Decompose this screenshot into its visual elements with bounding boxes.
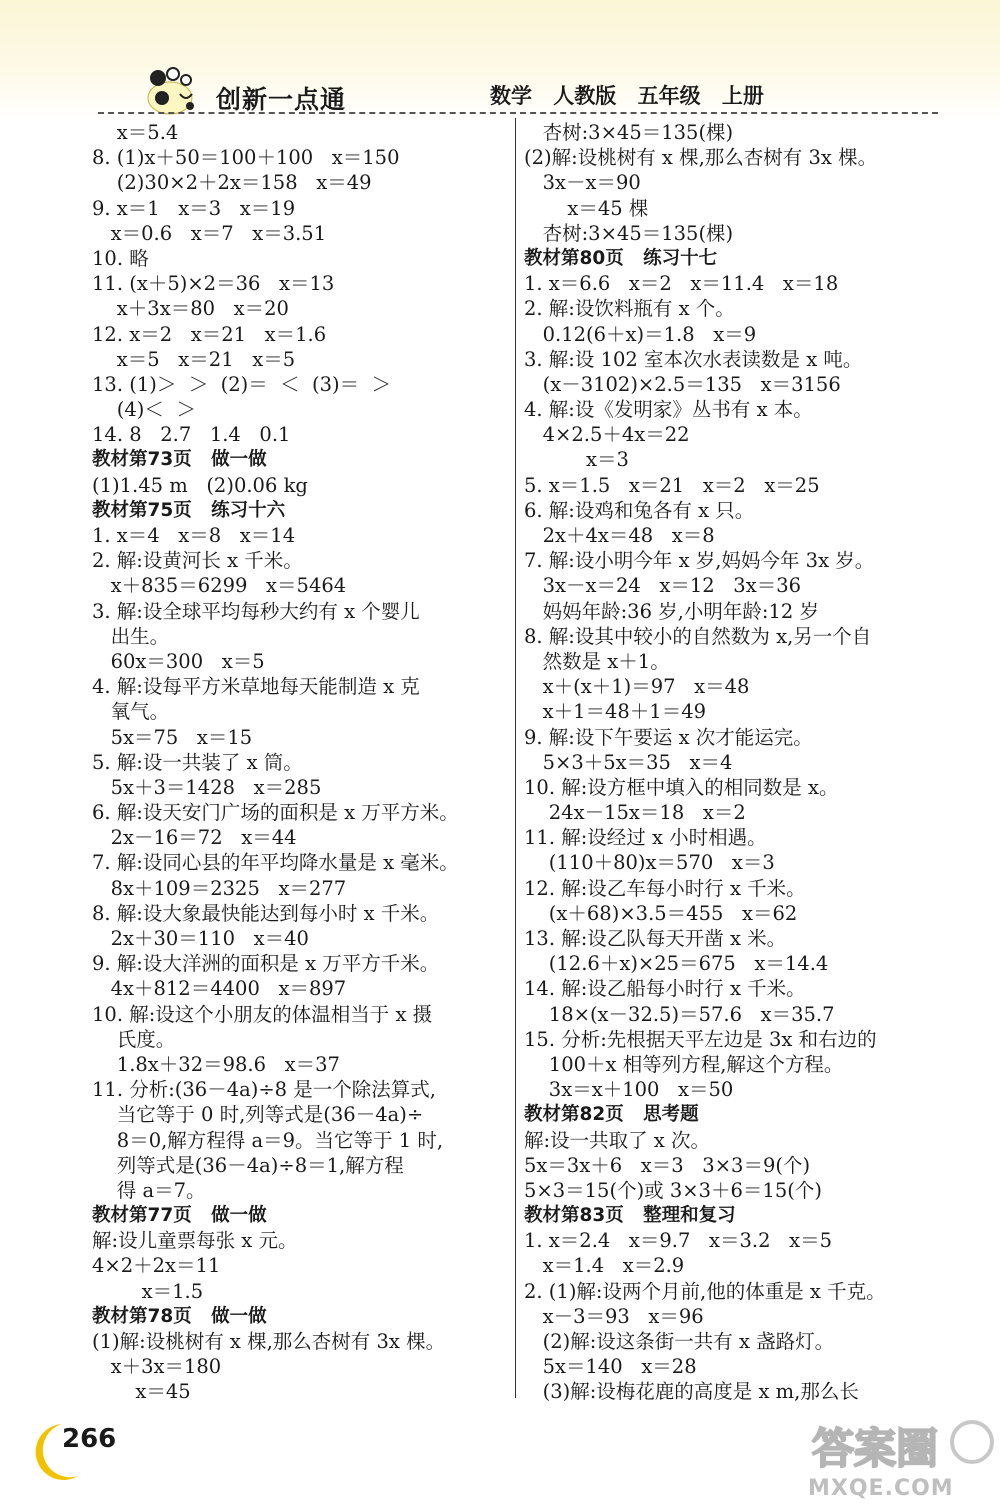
answer-line: 列等式是(36－4a)÷8＝1,解方程: [92, 1153, 404, 1177]
answer-line: 3x－x＝90: [524, 171, 641, 195]
answer-line: 5. 解:设一共装了 x 筒。: [92, 750, 303, 774]
answer-line: (x＋68)×3.5＝455 x＝62: [524, 901, 798, 925]
answer-line: (2)解:设桃树有 x 棵,那么杏树有 3x 棵。: [524, 146, 878, 170]
left-column: [92, 120, 510, 1405]
answer-line: x＋3x＝180: [92, 1355, 222, 1379]
answer-line: 4×2.5＋4x＝22: [524, 423, 690, 447]
answer-line: (12.6＋x)×25＝675 x＝14.4: [524, 952, 829, 976]
answer-line: 24x－15x＝18 x＝2: [524, 801, 746, 825]
answer-line: 杏树:3×45＝135(棵): [524, 121, 734, 144]
answer-line: x＝0.6 x＝7 x＝3.51: [92, 221, 327, 245]
answer-line: 7. 解:设小明今年 x 岁,妈妈今年 3x 岁。: [524, 549, 875, 573]
answer-line: 出生。: [92, 624, 170, 648]
answer-line: 5x＝3x＋6 x＝3 3×3＝9(个): [524, 1153, 811, 1177]
answer-line: 妈妈年龄:36 岁,小明年龄:12 岁: [524, 599, 819, 623]
answer-line: 8. 解:设大象最快能达到每小时 x 千米。: [92, 901, 440, 925]
answer-line: 9. 解:设下午要运 x 次才能运完。: [524, 725, 813, 749]
answer-line: 10. 略: [92, 246, 149, 270]
answer-line: 解:设儿童票每张 x 元。: [92, 1229, 298, 1253]
answer-line: 12. 解:设乙车每小时行 x 千米。: [524, 876, 806, 900]
answer-line: 5×3＋5x＝35 x＝4: [524, 750, 733, 774]
answer-line: 10. 解:设这个小朋友的体温相当于 x 摄: [92, 1002, 433, 1026]
answer-line: 氧气。: [92, 700, 170, 724]
answer-line: x＝45 棵: [524, 196, 649, 220]
section-heading: 教材第75页 练习十六: [92, 499, 286, 521]
answer-line: 15. 分析:先根据天平左边是 3x 和右边的: [524, 1027, 877, 1051]
answer-line: 3. 解:设全球平均每秒大约有 x 个婴儿: [92, 599, 420, 623]
answer-line: 9. x＝1 x＝3 x＝19: [92, 196, 296, 220]
book-title: 创新一点通: [216, 85, 347, 114]
answer-line: (3)解:设梅花鹿的高度是 x m,那么长: [524, 1380, 859, 1404]
answer-line: 10. 解:设方框中填入的相同数是 x。: [524, 775, 839, 799]
answer-line: 5x＝140 x＝28: [524, 1355, 697, 1379]
answer-line: (110＋80)x＝570 x＝3: [524, 851, 775, 875]
section-heading: 教材第73页 做一做: [92, 449, 267, 471]
answer-line: 11. (x＋5)×2＝36 x＝13: [92, 272, 335, 296]
answer-line: 4x＋812＝4400 x＝897: [92, 977, 347, 1001]
answer-line: 8x＋109＝2325 x＝277: [92, 876, 347, 900]
answer-line: x＝5.4: [92, 121, 179, 144]
answer-line: 1. x＝2.4 x＝9.7 x＝3.2 x＝5: [524, 1229, 833, 1253]
page-number: 266: [62, 1424, 117, 1454]
book-subject-edition: 数学 人教版 五年级 上册: [490, 84, 764, 108]
answer-line: 4. 解:设每平方米草地每天能制造 x 克: [92, 675, 420, 699]
answer-line: 8. 解:设其中较小的自然数为 x,另一个自: [524, 624, 872, 648]
answer-line: 11. 分析:(36－4a)÷8 是一个除法算式,: [92, 1078, 436, 1102]
answer-line: 12. x＝2 x＝21 x＝1.6: [92, 322, 327, 346]
header-divider: [98, 112, 938, 114]
answer-line: x－3＝93 x＝96: [524, 1304, 704, 1328]
answer-line: (2)解:设这条街一共有 x 盏路灯。: [524, 1330, 835, 1353]
answer-line: 6. 解:设天安门广场的面积是 x 万平方米。: [92, 801, 459, 825]
answer-line: 1. x＝4 x＝8 x＝14: [92, 524, 296, 547]
answer-line: x＝1.4 x＝2.9: [524, 1254, 685, 1278]
answer-line: (1)解:设桃树有 x 棵,那么杏树有 3x 棵。: [92, 1330, 446, 1353]
answer-line: 100＋x 相等列方程,解这个方程。: [524, 1052, 844, 1076]
answer-line: 4. 解:设《发明家》丛书有 x 本。: [524, 398, 813, 422]
answer-line: 2x＋30＝110 x＝40: [92, 927, 309, 950]
page-header: [0, 0, 1000, 120]
answer-line: 13. 解:设乙队每天开凿 x 米。: [524, 927, 787, 950]
answer-line: 5. x＝1.5 x＝21 x＝2 x＝25: [524, 473, 820, 497]
answer-line: 2. 解:设黄河长 x 千米。: [92, 549, 303, 573]
answer-line: 60x＝300 x＝5: [92, 649, 265, 673]
answer-line: 2x－16＝72 x＝44: [92, 826, 297, 850]
answer-line: 得 a＝7。: [92, 1178, 206, 1202]
answer-line: 5×3＝15(个)或 3×3＋6＝15(个): [524, 1178, 822, 1202]
answer-line: x＝1.5: [92, 1279, 204, 1303]
answer-line: 1.8x＋32＝98.6 x＝37: [92, 1052, 340, 1076]
watermark-url: MXQE.COM: [808, 1476, 954, 1501]
right-column: [524, 120, 954, 1405]
answer-line: (x－3102)×2.5＝135 x＝3156: [524, 372, 841, 396]
answer-line: 8. (1)x＋50＝100＋100 x＝150: [92, 146, 400, 170]
answer-line: 11. 解:设经过 x 小时相遇。: [524, 826, 767, 850]
section-heading: 教材第80页 练习十七: [524, 247, 718, 269]
answer-line: 4×2＋2x＝11: [92, 1254, 221, 1278]
answer-line: 杏树:3×45＝135(棵): [524, 221, 734, 245]
answer-line: x＋1＝48＋1＝49: [524, 700, 707, 724]
answer-line: 18×(x－32.5)＝57.6 x＝35.7: [524, 1002, 835, 1026]
answer-line: 14. 解:设乙船每小时行 x 千米。: [524, 977, 806, 1001]
watermark-logo-text: 答案圈: [812, 1424, 939, 1473]
answer-line: x＝3: [524, 448, 629, 472]
answer-line: 8＝0,解方程得 a＝9。当它等于 1 时,: [92, 1128, 444, 1152]
answer-line: 0.12(6＋x)＝1.8 x＝9: [524, 322, 757, 346]
answer-line: 解:设一共取了 x 次。: [524, 1128, 710, 1152]
answer-line: 2x＋4x＝48 x＝8: [524, 524, 715, 547]
answer-line: 14. 8 2.7 1.4 0.1: [92, 423, 291, 447]
answer-line: 9. 解:设大洋洲的面积是 x 万平方千米。: [92, 952, 440, 976]
section-heading: 教材第78页 做一做: [92, 1305, 267, 1327]
column-divider: [515, 118, 516, 1398]
answer-line: 13. (1)＞ ＞ (2)＝ ＜ (3)＝ ＞: [92, 372, 392, 396]
answer-line: 2. (1)解:设两个月前,他的体重是 x 千克。: [524, 1279, 886, 1303]
section-heading: 教材第82页 思考题: [524, 1104, 699, 1126]
answer-line: x＋835＝6299 x＝5464: [92, 574, 347, 598]
answer-line: 7. 解:设同心县的年平均降水量是 x 毫米。: [92, 851, 459, 875]
answer-line: x＋3x＝80 x＝20: [92, 297, 289, 321]
answer-line: 1. x＝6.6 x＝2 x＝11.4 x＝18: [524, 272, 839, 296]
answer-line: 当它等于 0 时,列等式是(36－4a)÷: [92, 1103, 424, 1127]
answer-line: (4)＜ ＞: [92, 398, 196, 422]
answer-line: x＋(x＋1)＝97 x＝48: [524, 675, 750, 699]
answer-line: 3x－x＝24 x＝12 3x＝36: [524, 574, 802, 598]
section-heading: 教材第83页 整理和复习: [524, 1205, 736, 1227]
answer-line: (2)30×2＋2x＝158 x＝49: [92, 171, 372, 195]
answer-line: 然数是 x＋1。: [524, 649, 670, 673]
section-heading: 教材第77页 做一做: [92, 1205, 267, 1227]
answer-line: 氏度。: [92, 1027, 176, 1051]
answer-line: x＝5 x＝21 x＝5: [92, 347, 296, 371]
answer-line: 3x＝x＋100 x＝50: [524, 1078, 734, 1102]
answer-line: (1)1.45 m (2)0.06 kg: [92, 473, 308, 497]
answer-line: x＝45: [92, 1380, 191, 1404]
answer-line: 2. 解:设饮料瓶有 x 个。: [524, 297, 735, 321]
answer-line: 3. 解:设 102 室本次水表读数是 x 吨。: [524, 347, 863, 371]
cartoon-bee-logo-icon: [140, 58, 210, 118]
answer-line: 5x＝75 x＝15: [92, 725, 253, 749]
answer-line: 6. 解:设鸡和兔各有 x 只。: [524, 498, 755, 522]
answer-line: 5x＋3＝1428 x＝285: [92, 775, 322, 799]
